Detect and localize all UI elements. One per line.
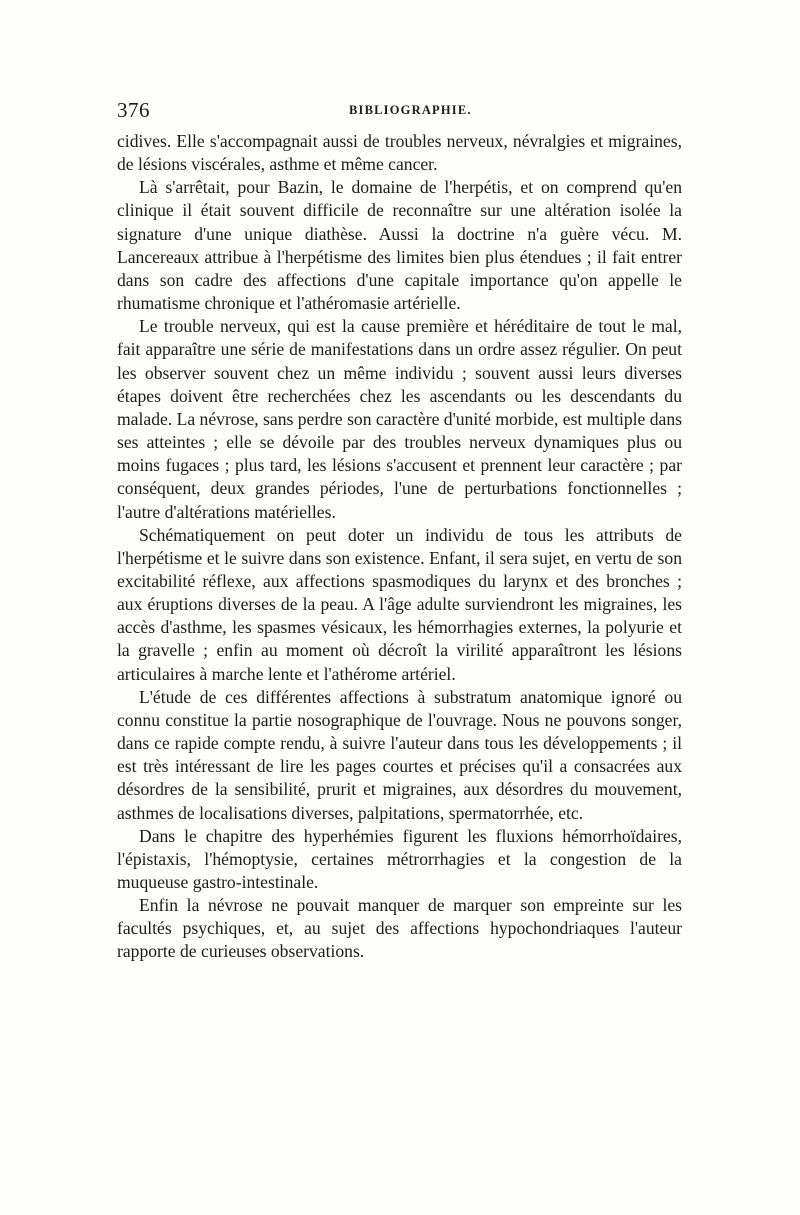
paragraph: Là s'arrêtait, pour Bazin, le domaine de l'herpétis, et on comprend qu'en clinique il était souvent difficile de reconnaître sur une altération isolée la signature d'une unique diathèse. Aussi la doctrine n'a guère vécu. M. Lancereaux attribue à l'herpétisme des limites bien plus étendues ; il fait entrer dans son cadre des affections d'une capitale importance qu'on appelle le rhumatisme chronique et l'athéromasie artérielle. [117,177,682,314]
paragraph: L'étude de ces différentes affections à substratum anatomique ignoré ou connu constitue la partie nosographique de l'ouvrage. Nous ne pouvons songer, dans ce rapide compte rendu, à suivre l'auteur dans tous les développements ; il est très intéressant de lire les pages courtes et précises qu'il a consacrées aux désordres de la sensibilité, prurit et migraines, aux désordres du mouvement, asthmes de localisations diverses, palpitations, spermatorrhée, etc. [117,686,682,823]
body-text [117,130,682,964]
paragraph: Enfin la névrose ne pouvait manquer de marquer son empreinte sur les facultés psychiques, et, au sujet des affections hypochondriaques l'auteur rapporte de curieuses observations. [117,895,682,962]
paragraph-continued: cidives. Elle s'accompagnait aussi de troubles nerveux, névralgies et migraines, de lésions viscérales, asthme et même cancer. [117,131,682,175]
running-head: BIBLIOGRAPHIE. [349,103,472,117]
page-number: 376 [117,98,150,122]
paragraph: Dans le chapitre des hyperhémies figurent les fluxions hémorrhoïdaires, l'épistaxis, l'hémoptysie, certaines métrorrhagies et la congestion de la muqueuse gastro-intestinale. [117,825,682,892]
page-header [117,98,682,122]
paragraph: Le trouble nerveux, qui est la cause première et héréditaire de tout le mal, fait apparaître une série de manifestations dans un ordre assez régulier. On peut les observer souvent chez un même individu ; souvent aussi leurs diverses étapes doivent être recherchées chez les ascendants ou les descendants du malade. La névrose, sans perdre son caractère d'unité morbide, est multiple dans ses atteintes ; elle se dévoile par des troubles nerveux dynamiques plus ou moins fugaces ; plus tard, les lésions s'accusent et prennent leur caractère ; par conséquent, deux grandes périodes, l'une de perturbations fonctionnelles ; l'autre d'altérations matérielles. [117,316,682,522]
paragraph: Schématiquement on peut doter un individu de tous les attributs de l'herpétisme et le suivre dans son existence. Enfant, il sera sujet, en vertu de son excitabilité réflexe, aux affections spasmodiques du larynx et des bronches ; aux éruptions diverses de la peau. A l'âge adulte surviendront les migraines, les accès d'asthme, les spasmes vésicaux, les hémorrhagies externes, la polyurie et la gravelle ; enfin au moment où décroît la virilité apparaîtront les lésions articulaires à marche lente et l'athérome artériel. [117,524,682,684]
